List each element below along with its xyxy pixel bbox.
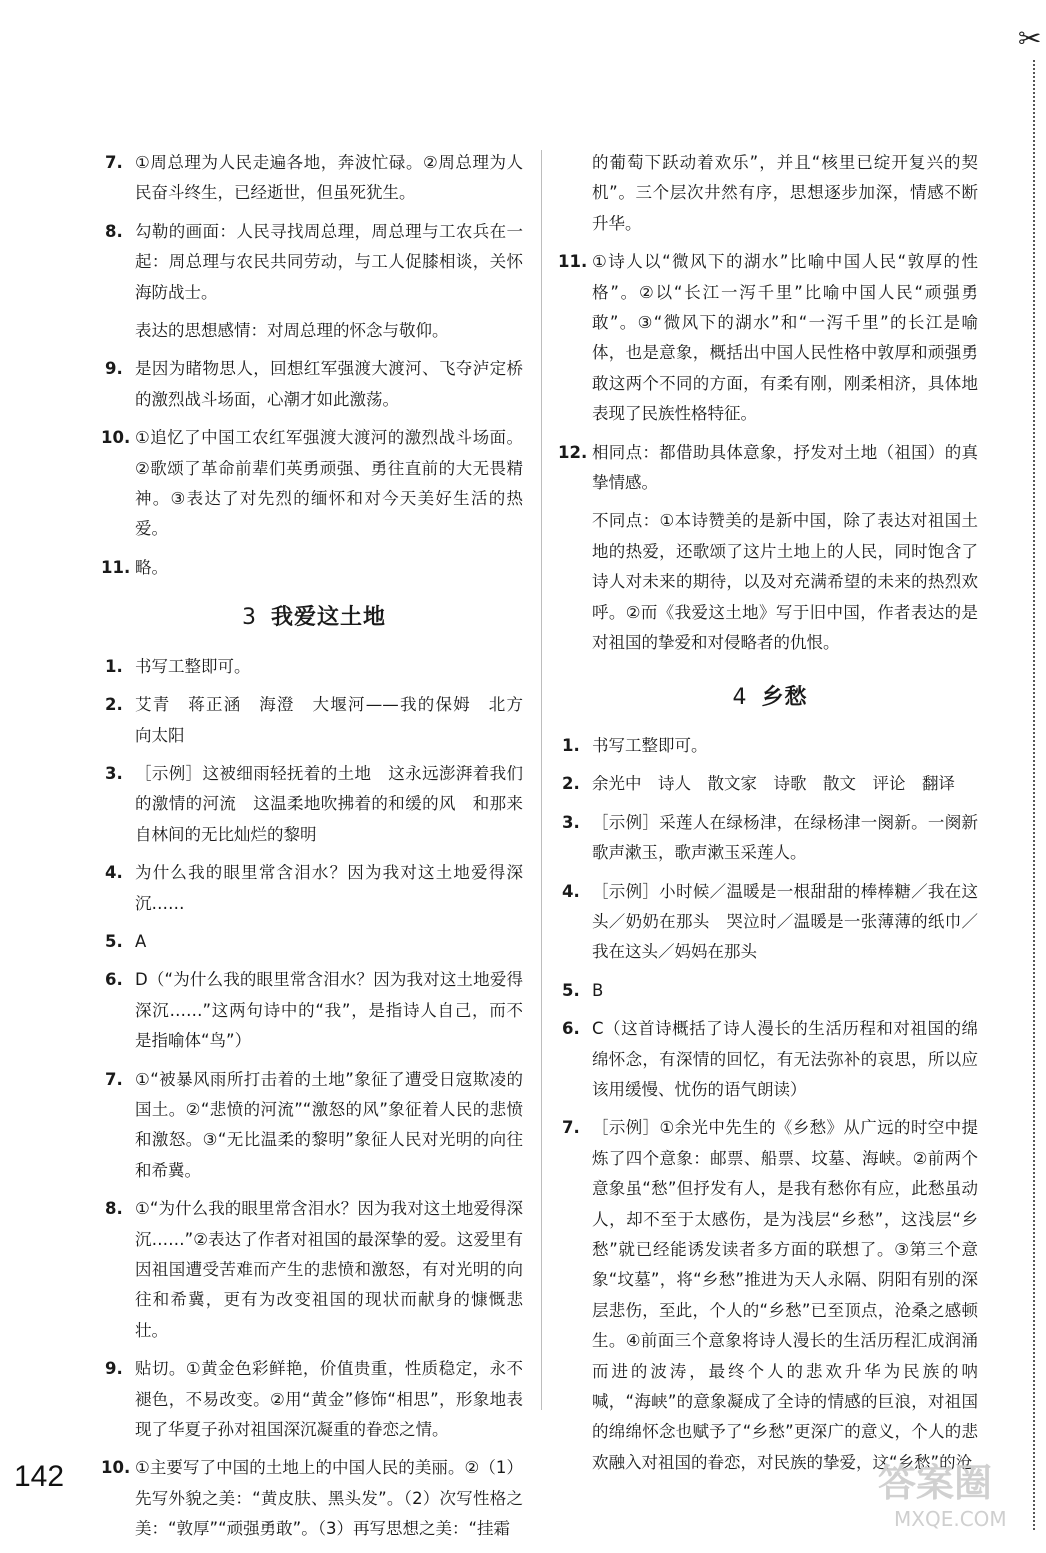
page-number: 142 — [14, 1460, 65, 1493]
item-number: 10. — [101, 428, 131, 448]
item-number: 6. — [562, 1019, 580, 1039]
item-number: 3. — [105, 763, 123, 783]
item-number: 6. — [105, 970, 123, 990]
answer-item — [105, 965, 523, 1056]
answer-item — [562, 1113, 978, 1478]
item-number: 7. — [105, 153, 123, 172]
item-number: 2. — [562, 774, 580, 794]
item-number: 11. — [101, 557, 131, 577]
item-text: ［示例］小时候／温暖是一根甜甜的棒棒糖／我在这头／奶奶在那头 哭泣时／温暖是一张薄薄的纸巾／我在这头／妈妈在那头 — [592, 881, 978, 962]
answer-item — [562, 1014, 978, 1105]
answer-item — [105, 217, 523, 308]
section-title-4 — [562, 683, 978, 713]
section-number: 4 — [732, 684, 748, 710]
section-title-3 — [105, 603, 523, 633]
answer-item — [105, 927, 523, 957]
item-text: ①周总理为人民走遍各地，奔波忙碌。②周总理为人民奋斗终生，已经逝世，但虽死犹生。 — [135, 153, 523, 203]
answer-continuation — [562, 148, 978, 239]
section-number: 3 — [241, 605, 257, 631]
item-text: 是因为睹物思人，回想红军强渡大渡河、飞夺泸定桥的激烈战斗场面，心潮才如此激荡。 — [135, 359, 523, 409]
answer-item — [562, 877, 978, 968]
item-text: ［示例］采莲人在绿杨津，在绿杨津一阕新。一阕新歌声漱玉，歌声漱玉采莲人。 — [592, 812, 978, 863]
right-column — [558, 148, 978, 1486]
answer-item — [562, 976, 978, 1006]
item-number: 9. — [105, 359, 123, 379]
item-text: D（“为什么我的眼里常含泪水？因为我对这土地爱得深沉……”这两句诗中的“我”，是指诗人自己，而不是指喻体“鸟”） — [135, 970, 523, 1051]
item-text: ①“为什么我的眼里常含泪水？因为我对这土地爱得深沉……”②表达了作者对祖国的最深挚的爱。这爱里有因祖国遭受苦难而产生的悲愤和激怒，有对光明的向往和希冀，更有为改变祖国的现状而献身的慷慨悲壮。 — [135, 1199, 523, 1340]
item-number: 1. — [562, 735, 580, 755]
item-text: ［示例］①余光中先生的《乡愁》从广远的时空中提炼了四个意象：邮票、船票、坟墓、海峡。②前两个意象虽“愁”但抒发有人，是我有愁你有应，此愁虽动人，却不至于太感伤，是为浅层“乡愁”，这浅层“乡愁”就已经能诱发读者多方面的联想了。③第三个意象“坟墓”，将“乡愁”推进为天人永隔、阴阳有别的深层悲伤，至此，个人的“乡愁”已至顶点，沧桑之感顿生。④前面三个意象将诗人漫长的生活历程汇成润涌而进的波涛，最终个人的悲欢升华为民族的呐喊，“海峡”的意象凝成了全诗的情感的巨浪，对祖国的绵绵怀念也赋予了“乡愁”更深广的意义，个人的悲欢融入对祖国的眷恋，对民族的挚爱，这“乡愁”的沧 — [592, 1118, 978, 1472]
answer-item — [562, 731, 978, 761]
answer-item — [562, 808, 978, 869]
svg-text:MXQE.COM: MXQE.COM — [894, 1507, 1007, 1531]
item-number: 1. — [105, 656, 123, 676]
item-number: 7. — [562, 1118, 580, 1138]
item-text: ①追忆了中国工农红军强渡大渡河的激烈战斗场面。②歌颂了革命前辈们英勇顽强、勇往直前的大无畏精神。③表达了对先烈的缅怀和对今天美好生活的热爱。 — [135, 428, 523, 539]
answer-item — [562, 769, 978, 799]
item-text: ①主要写了中国的土地上的中国人民的美丽。②（1）先写外貌之美：“黄皮肤、黑头发”。（2）次写性格之美：“敦厚”“顽强勇敢”。（3）再写思想之美：“挂霜 — [135, 1458, 523, 1539]
answer-item — [105, 1065, 523, 1187]
answer-item — [105, 1354, 523, 1445]
item-number: 5. — [562, 980, 580, 1000]
item-text: 勾勒的画面：人民寻找周总理，周总理与工农兵在一起：周总理与农民共同劳动，与工人促膝相谈，关怀海防战士。 — [135, 221, 523, 302]
item-text: B — [592, 980, 604, 1000]
item-number: 7. — [105, 1069, 123, 1089]
item-text: 贴切。①黄金色彩鲜艳，价值贵重，性质稳定，永不褪色，不易改变。②用“黄金”修饰“相思”，形象地表现了华夏子孙对祖国深沉凝重的眷恋之情。 — [135, 1359, 523, 1440]
answer-item — [105, 759, 523, 850]
answer-item — [101, 1453, 523, 1544]
item-text: ［示例］这被细雨轻抚着的土地 这永远澎湃着我们的激情的河流 这温柔地吹拂着的和缓的风 和那来自林间的无比灿烂的黎明 — [135, 763, 523, 844]
item-number: 9. — [105, 1359, 123, 1379]
watermark-graphic — [838, 1452, 1038, 1532]
item-text: ①“被暴风雨所打击着的土地”象征了遭受日寇欺凌的国土。②“悲愤的河流”“激怒的风”象征着人民的悲愤和激怒。③“无比温柔的黎明”象征人民对光明的向往和希冀。 — [135, 1069, 523, 1180]
answer-item — [558, 438, 978, 499]
item-number: 4. — [562, 881, 580, 901]
cut-line — [1033, 60, 1035, 1530]
answer-item — [558, 247, 978, 429]
svg-text:答案圈: 答案圈 — [878, 1461, 993, 1505]
item-number: 8. — [105, 1199, 123, 1219]
item-number: 12. — [558, 442, 588, 462]
item-text: 艾青 蒋正涵 海澄 大堰河——我的保姆 北方 向太阳 — [135, 695, 540, 745]
item-number: 5. — [105, 931, 123, 951]
item-text: 书写工整即可。 — [135, 656, 251, 676]
answer-continuation — [105, 316, 523, 346]
item-text: 相同点：都借助具体意象，抒发对土地（祖国）的真挚情感。 — [592, 442, 978, 493]
left-column — [101, 148, 540, 1553]
answer-item — [101, 553, 523, 583]
item-text: 书写工整即可。 — [592, 735, 708, 755]
item-number: 2. — [105, 695, 123, 715]
section-title-text: 我爱这土地 — [270, 605, 386, 631]
item-number: 10. — [101, 1458, 131, 1478]
item-text: 表达的思想感情：对周总理的怀念与敬仰。 — [135, 321, 449, 341]
item-number: 4. — [105, 863, 123, 883]
scissors-icon: ✂ — [1018, 22, 1042, 55]
item-text: 的葡萄下跃动着欢乐”，并且“核里已绽开复兴的契机”。三个层次井然有序，思想逐步加深，情感不断升华。 — [592, 153, 978, 233]
item-text: A — [135, 931, 147, 951]
item-text: 不同点：①本诗赞美的是新中国，除了表达对祖国土地的热爱，还歌颂了这片土地上的人民，同时饱含了诗人对未来的期待，以及对充满希望的未来的热烈欢呼。②而《我爱这土地》写于旧中国，作者表达的是对祖国的挚爱和对侵略者的仇恨。 — [592, 511, 978, 653]
item-text: ①诗人以“微风下的湖水”比喻中国人民“敦厚的性格”。②以“长江一泻千里”比喻中国人民“顽强勇敢”。③“微风下的湖水”和“一泻千里”的长江是喻体，也是意象，概括出中国人民性格中敦厚和顽强勇敢这两个不同的方面，有柔有刚，刚柔相济，具体地表现了民族性格特征。 — [592, 252, 978, 424]
item-text: 余光中 诗人 散文家 诗歌 散文 评论 翻译 — [592, 774, 955, 794]
section-title-text: 乡愁 — [761, 684, 808, 710]
answer-item — [105, 354, 523, 415]
item-text: 为什么我的眼里常含泪水？因为我对这土地爱得深沉…… — [135, 863, 523, 913]
item-number: 11. — [558, 252, 588, 272]
column-divider — [541, 150, 542, 1410]
answer-continuation — [562, 506, 978, 658]
item-text: 略。 — [135, 557, 168, 577]
answer-item — [105, 1194, 523, 1346]
item-text: C（这首诗概括了诗人漫长的生活历程和对祖国的绵绵怀念，有深情的回忆，有无法弥补的哀思，所以应该用缓慢、忧伤的语气朗读） — [592, 1019, 978, 1099]
answer-item — [105, 148, 523, 209]
item-number: 8. — [105, 221, 123, 241]
item-number: 3. — [562, 812, 580, 832]
answer-item — [105, 858, 523, 919]
answer-item — [101, 423, 523, 545]
answer-item — [105, 652, 523, 682]
watermark-logo — [838, 1452, 1038, 1532]
answer-item — [105, 690, 540, 751]
